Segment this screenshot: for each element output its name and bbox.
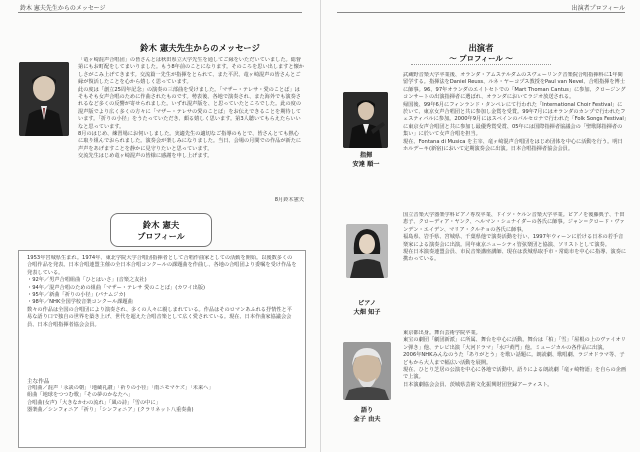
conductor-role: 指揮 — [359, 152, 373, 159]
narrator-role: 語り — [360, 407, 374, 414]
conductor-photo — [343, 92, 388, 148]
profile-content-box — [18, 250, 306, 448]
conductor-name: 安達 順一 — [352, 161, 380, 168]
right-header-rule — [337, 12, 625, 13]
right-page-header: 出演者プロフィール — [571, 5, 625, 12]
profile-title-label: プロフィール — [137, 232, 185, 241]
profile-works: 合唱曲／混声「永訣の朝」「地蔵礼讃」「祈りの小径」「雨ニモマケズ」「未来へ」 組曲「地球をつつむ歌」「その夢のかなたへ」 合唱曲(女声)「大きなかわの流れ」「風の詩」「雪の中に」 器楽曲／シンフォニア「祈り」「シンフォニア」(クラリネット八重奏曲) — [27, 385, 214, 414]
profile-title-box — [110, 213, 212, 247]
pianist-profile: 国立音楽大学器楽学科ピアノ専攻卒業、ドイツ・ケルン音楽大学卒業。ピアノを後藤典子、千田恵子、クローディア・ヤンク、ヘルマン・シュナイダーの各氏に師事。ジャン＝クロード・ヴァンデン・エイデン、マリア・クルチョの各氏に師事。 福島県、岩手県、宮城県、千葉県他で演奏活動を行い、1997年ウィーンに於ける日本の若手音楽家による演奏会に出演。同年東京ニューシティ管弦楽団と協演、ソリストとして演奏。 現在日本演奏連盟会員、市民音楽講座講師、現在は茨城県取手市・常総市を中心に指導、演奏に携わっている。 — [403, 212, 627, 263]
profile-title-name: 鈴木 憲夫 — [142, 220, 180, 230]
pianist-photo — [346, 224, 388, 278]
composer-photo — [19, 62, 69, 136]
right-page — [320, 0, 640, 452]
pianist-name: 大畑 知子 — [353, 309, 381, 316]
narrator-portrait-image — [343, 342, 391, 400]
left-header-rule — [18, 12, 302, 13]
message-body: 「竜ヶ崎混声合唱団」の皆さんとは秋田県立大学先生を通してご縁をいただいていました。総督第にもお町配をしてまいりました。もう8年前のことになります。そのころを思い出しますと懐かしさがこみ上げてきます。交流篇一先生が指揮をとられて、また平沢、竜ヶ崎混声の皆さんとご縁が復活したことを心から嬉しく思っています。 此の度は「創立25周年記念」の演奏の三部曲を受けました。「マザー・テレサ・愛のことば」はそもそも女声合唱のために作曲されたものです。勢表後、各地で演奏され、また海外でも演奏されるなど多くの反響が寄せられました。いずれ混声版を、と思っていたところでした。此の度の混声版でより広く多くの方々に「マザー・テレサの愛のことば」をお伝えできることを期待しています。「折りの小径」をうたっていただき、頗る嬉しく思います。第3人聴いてもらえたらいいなと思っています。 8月のはじめ、練習場にお伺いしました。実適先生の適切なご指導のもとで、皆さんとても熱心に取り組んでおられました。演奏会が楽しみになりました。当日、会場の月間での作品が新たに声声をあげますことを静かに見守りたいと思っています。 交流先生はじめ竜ヶ崎混声の皆様に感謝を申し上げます。 — [78, 57, 304, 160]
performers-title-divider — [411, 64, 551, 66]
performers-title: 出演者 — [468, 43, 494, 53]
conductor-portrait-image — [343, 92, 388, 148]
message-signature-date: 8月鈴木憲夫 — [274, 197, 304, 203]
left-page-header: 鈴木 憲夫先生からのメッセージ — [20, 5, 106, 12]
message-title: 鈴木 憲夫先生からのメッセージ — [140, 43, 260, 53]
performers-subtitle: ～ プロフィール ～ — [449, 54, 513, 63]
conductor-profile: 武蔵野音楽大学卒業後、オランダ・アムステルダムのスヴェーリンク音楽院合唱指揮科に1年間留学する。指揮法をDaniel Reuss、ルネ・ヤーコプス教授をPaul van Nevel、合唱指揮を博士に師事。96、97年オランダのエイトセトでの「Mart Thoman Cantus」に参加、クロージングコンサートの出演指揮者に選ばれ、オランダにおいてラジオ放送される。 帰国後、99年6月にフィンランド・タンペレにて行われた「International Choir Festival」に於いて、東京女声合唱団と共に参加し金賞を受賞。99年7月にはオランダのカンプで行われたフェスティバルに参加。2000年9月にはスペインのバルセロナで行われた「Folk Songs Festival」に東京女声合唱団と共に参加し最優秀賞受賞、05年には国際指揮者協議会の「聖歌隊指揮者の集い」に於いて女声合唱を担当。 現在、Fontana di Musica を主宰、竜ヶ崎混声合唱団をはじめ団体を中心に活動を行う。明日ホルデーキ(新宿)において定期演奏会に出演。日本合唱指揮者協会会員。 — [403, 72, 627, 153]
composer-portrait-image — [19, 62, 69, 136]
narrator-name: 金子 由夫 — [353, 416, 381, 423]
pianist-role: ピアノ — [357, 300, 377, 307]
pianist-portrait-image — [346, 224, 388, 278]
narrator-profile: 東京都出身。舞台芸術学院卒業。 東宝の劇団「劇団新派」に所属、舞台を中心に活動。舞台は「柏」「雪」「屋根の上のヴァイオリン弾き」他、テレビ出演「大河ドラマ」「水戸黄門」他。ミュージカルの各作品に出演。 2006年NHKみんなのうた「ありがとう」を歌い話題に。朗読劇、歌唱劇、ラジオドラマ等、子どもから大人まで幅広い活動を展開。 現在、ひとり芝居の公演を中心に各地で活動中。語りによる朗読劇「竜ヶ崎物語」を自らの企画で上演。 日本演劇協会会員、茨城県芸術文化振興財団登録アーティスト。 — [403, 330, 627, 388]
profile-works-label: 主な作品 — [27, 379, 50, 385]
profile-body: 1953年宮城県生まれ。1974年、東北学院大学合唱団指揮者として合唱作曲家としての活動を開始。以後数多くの合唱作品を発表。日本合唱連盟主催の全日本合唱コンクールの課題曲を作曲し、各地の合唱団より委嘱を受け作品を発表している。 ・92年／男声合唱組曲「ひとはいさ」(音楽之友社) ・94年／混声合唱のための組曲「マザー・テレサ 愛のことば」(カワイ出版) ・95年／新曲「祈りの小径」(パナムジカ) ・98年／NHK全国学校音楽コンクール課題曲 数々の作品は全国の合唱団により演奏され、多くの人々に親しまれている。作品はそのロマンあふれる抒情性と平易な語り口で独自の世界を築き上げ、世代を超えた合唱音楽として広く愛されている。現在、日本作曲家協議会会員、日本合唱指揮者協会会員。 — [27, 255, 297, 328]
narrator-photo — [343, 342, 391, 400]
